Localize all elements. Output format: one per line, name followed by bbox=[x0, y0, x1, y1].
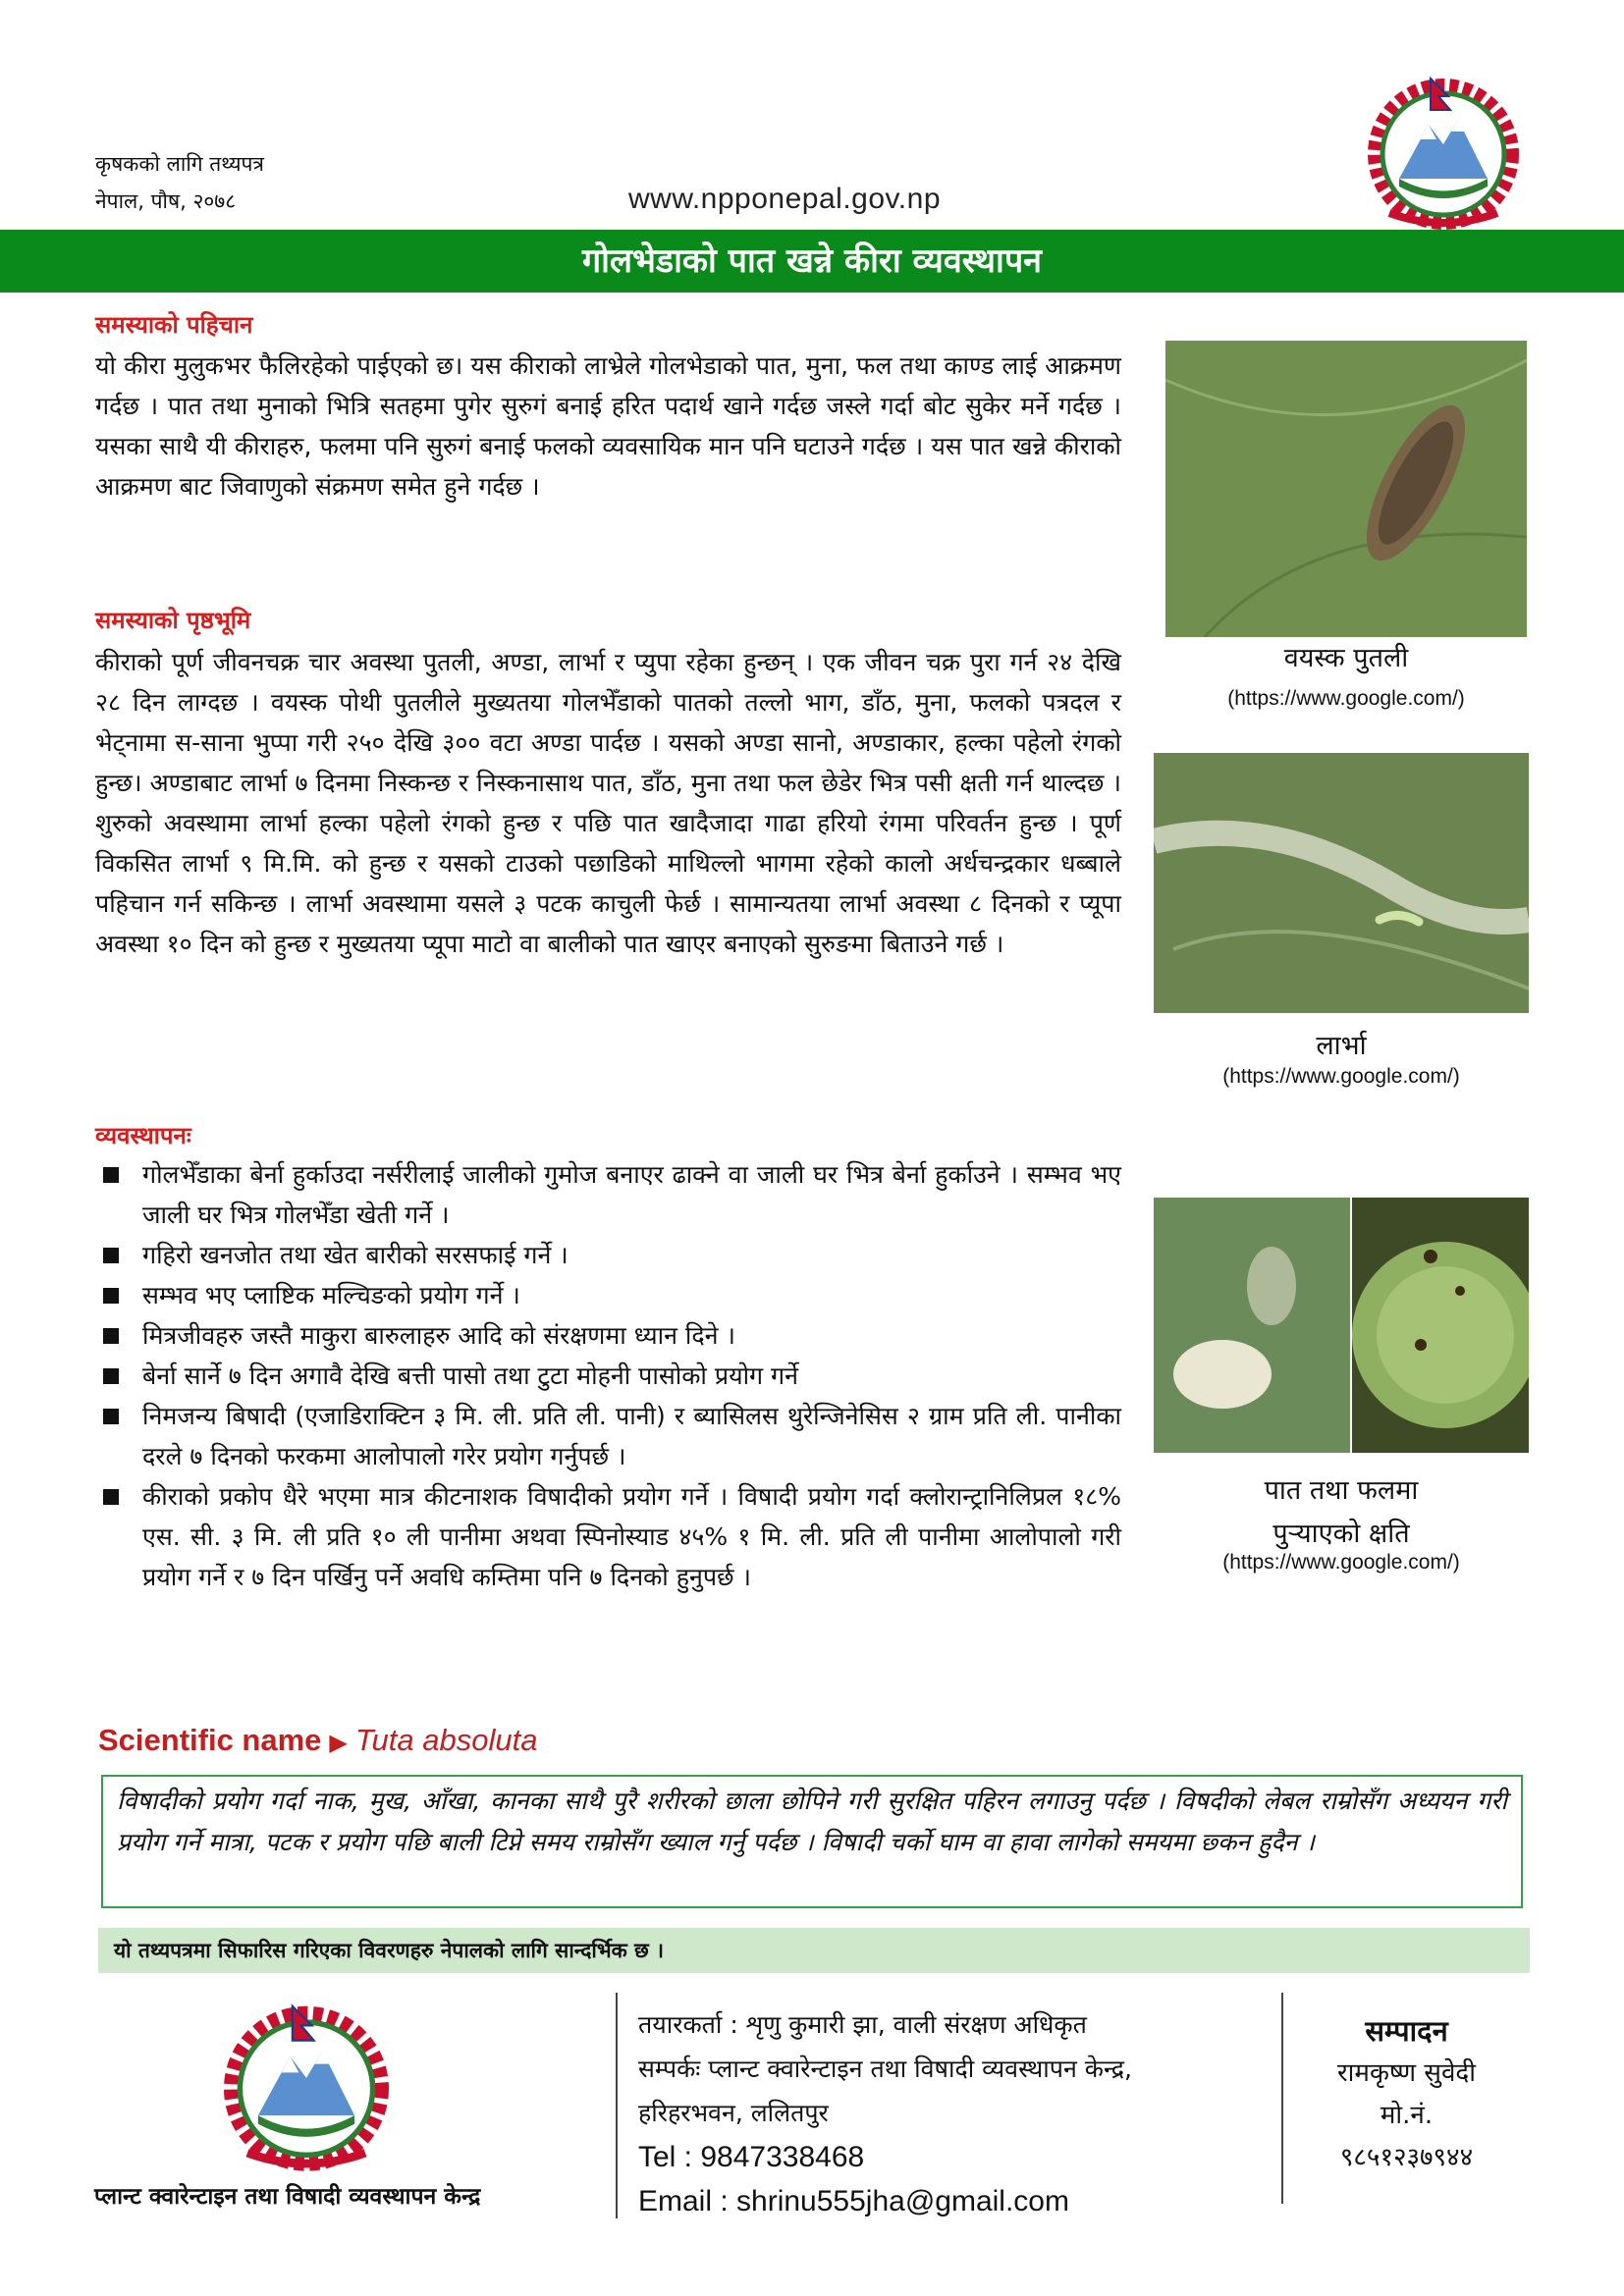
image-caption: लार्भा bbox=[1316, 1031, 1367, 1061]
relevance-note: यो तथ्यपत्रमा सिफारिस गरिएका विवरणहरु नेपालको लागि सान्दर्भिक छ । bbox=[98, 1928, 1530, 1973]
header-meta bbox=[95, 145, 264, 220]
image-caption: वयस्क पुतली bbox=[1283, 643, 1409, 673]
header-line1: कृषकको लागि तथ्यपत्र bbox=[95, 152, 265, 176]
adult-moth-photo bbox=[1165, 341, 1527, 637]
bullet-icon bbox=[103, 1489, 119, 1505]
image-source: (https://www.google.com/) bbox=[1222, 1065, 1460, 1088]
telephone[interactable]: Tel : 9847338468 bbox=[638, 2141, 865, 2173]
management-heading: व्यवस्थापनः bbox=[95, 1122, 191, 1149]
background-heading: समस्याको पृष्ठभूमि bbox=[95, 607, 251, 634]
list-item-text: बेर्ना सार्ने ७ दिन अगावै देखि बत्ती पासो तथा टुटा मोहनी पासोको प्रयोग गर्ने bbox=[142, 1362, 799, 1390]
divider bbox=[616, 1993, 618, 2218]
larva-photo bbox=[1154, 753, 1529, 1013]
divider bbox=[1281, 1993, 1283, 2204]
image-source: (https://www.google.com/) bbox=[1222, 1551, 1460, 1574]
website-link[interactable]: www.npponepal.gov.np bbox=[628, 183, 941, 215]
image-caption-line2: पुऱ्याएको क्षति bbox=[1272, 1519, 1410, 1549]
list-item-text: निमजन्य बिषादी (एजाडिराक्टिन ३ मि. ली. प्रति ली. पानी) र ब्यासिलस थुरेन्जिनेसिस २ ग्राम प्रति ली. पानीका दरले ७ दिनको फरकमा आलोपालो गरेर प्रयोग गर्नुपर्छ । bbox=[142, 1402, 1121, 1470]
bullet-icon bbox=[103, 1288, 119, 1304]
bullet-icon bbox=[103, 1248, 119, 1263]
scientific-name-label: Scientific name bbox=[98, 1723, 322, 1757]
nepal-emblem-icon bbox=[1360, 71, 1527, 233]
contact-line1: सम्पर्कः प्लान्ट क्वारेन्टाइन तथा विषादी व्यवस्थापन केन्द्र, bbox=[638, 2055, 1132, 2083]
bullet-icon bbox=[103, 1368, 119, 1384]
editor-block bbox=[1286, 2010, 1527, 2179]
bullet-icon bbox=[103, 1167, 119, 1183]
scientific-name-value: Tuta absoluta bbox=[354, 1723, 538, 1757]
list-item bbox=[95, 1476, 1121, 1597]
organization-name: प्लान्ट क्वारेन्टाइन तथा विषादी व्यवस्थापन केन्द्र bbox=[94, 2184, 481, 2210]
header-line2: नेपाल, पौष, २०७८ bbox=[95, 189, 237, 213]
editor-heading: सम्पादन bbox=[1365, 2014, 1448, 2048]
image-caption-line1: पात तथा फलमा bbox=[1264, 1475, 1419, 1506]
identification-heading: समस्याको पहिचान bbox=[95, 311, 253, 339]
list-item bbox=[95, 1356, 1121, 1396]
editor-mobile-label: मो.नं. bbox=[1380, 2101, 1434, 2130]
nepal-emblem-icon bbox=[213, 1998, 400, 2174]
prepared-by: तयारकर्ता : शृणु कुमारी झा, वाली संरक्षण अधिकृत bbox=[638, 2010, 1087, 2039]
page-title: गोलभेडाको पात खन्ने कीरा व्यवस्थापन bbox=[0, 230, 1624, 293]
management-list bbox=[95, 1154, 1121, 1597]
list-item-text: गोलभेँडाका बेर्ना हुर्काउदा नर्सरीलाई जालीको गुमोज बनाएर ढाक्ने वा जाली घर भित्र बेर्ना हुर्काउने । सम्भव भए जाली घर भित्र गोलभेँडा खेती गर्ने । bbox=[142, 1160, 1121, 1229]
list-item bbox=[95, 1315, 1121, 1356]
background-text: कीराको पूर्ण जीवनचक्र चार अवस्था पुतली, अण्डा, लार्भा र प्युपा रहेका हुन्छन् । एक जीवन चक्र पुरा गर्न २४ देखि २८ दिन लाग्दछ । वयस्क पोथी पुतलीले मुख्यतया गोलभेँडाको पातको तल्लो भाग, डाँठ, मुना, फलको पत्रदल र भेट्नामा स-साना भुप्पा गरी २५० देखि ३०० वटा अण्डा पार्दछ । यसको अण्डा सानो, अण्डाकार, हल्का पहेलो रंगको हुन्छ। अण्डाबाट लार्भा ७ दिनमा निस्कन्छ र निस्कनासाथ पात, डाँठ, मुना तथा फल छेडेर भित्र पसी क्षती गर्न थाल्दछ । शुरुको अवस्थामा लार्भा हल्का पहेलो रंगको हुन्छ र पछि पात खादैजादा गाढा हरियो रंगमा परिवर्तन हुन्छ । पूर्ण विकसित लार्भा ९ मि.मि. को हुन्छ र यसको टाउको पछाडिको माथिल्लो भागमा रहेको कालो अर्धचन्द्रकार धब्बाले पहिचान गर्न सकिन्छ । लार्भा अवस्थामा यसले ३ पटक काचुली फेर्छ । सामान्यतया लार्भा अवस्था ८ दिनको र प्यूपा अवस्था १० दिन को हुन्छ र मुख्यतया प्यूपा माटो वा बालीको पात खाएर बनाएको सुरुङमा बिताउने गर्छ । bbox=[95, 648, 1121, 958]
fruit-damage-photo bbox=[1352, 1198, 1529, 1453]
scientific-name bbox=[98, 1723, 537, 1758]
list-item-text: कीराको प्रकोप धैरे भएमा मात्र कीटनाशक विषादीको प्रयोग गर्ने । विषादी प्रयोग गर्दा क्लोरान्ट्रानिलिप्रल १८% एस. सी. ३ मि. ली प्रति १० ली पानीमा अथवा स्पिनोस्याड ४५% १ मि. ली. प्रति ली पानीमा आलोपालो गरी प्रयोग गर्ने र ७ दिन पर्खिनु पर्ने अवधि कम्तिमा पनि ७ दिनको हुनुपर्छ । bbox=[142, 1482, 1121, 1591]
contact-line2: हरिहरभवन, ललितपुर bbox=[638, 2099, 829, 2127]
bullet-icon bbox=[103, 1328, 119, 1344]
contact-block bbox=[638, 2002, 1132, 2223]
bullet-icon bbox=[103, 1409, 119, 1424]
leaf-damage-photo bbox=[1154, 1198, 1350, 1453]
triangle-right-icon: ▶ bbox=[329, 1730, 348, 1756]
image-caption bbox=[1154, 1469, 1529, 1556]
list-item bbox=[95, 1396, 1121, 1476]
editor-name: रामकृष्ण सुवेदी bbox=[1337, 2058, 1476, 2088]
safety-warning-text: विषादीको प्रयोग गर्दा नाक, मुख, आँखा, कानका साथै पुरै शरीरको छाला छोपिने गरी सुरक्षित पहिरन लगाउनु पर्दछ । विषदीको लेबल राम्रोसँग अध्ययन गरी प्रयोग गर्ने मात्रा, पटक र प्रयोग पछि बाली टिप्ने समय राम्रोसँग ख्याल गर्नु पर्दछ । विषादी चर्को घाम वा हावा लागेको समयमा छ्कन हुदैन । bbox=[117, 1787, 1507, 1856]
list-item-text: सम्भव भए प्लाष्टिक मल्चिङको प्रयोग गर्ने । bbox=[142, 1281, 520, 1309]
email-link[interactable]: Email : shrinu555jha@gmail.com bbox=[638, 2185, 1069, 2217]
list-item-text: मित्रजीवहरु जस्तै माकुरा बारुलाहरु आदि को संरक्षणमा ध्यान दिने । bbox=[142, 1321, 735, 1350]
list-item bbox=[95, 1154, 1121, 1235]
editor-mobile[interactable]: ९८५१२३७९४४ bbox=[1339, 2143, 1474, 2172]
image-source: (https://www.google.com/) bbox=[1227, 687, 1465, 710]
identification-text: यो कीरा मुलुकभर फैलिरहेको पाईएको छ। यस कीराको लाभ्रेले गोलभेडाको पात, मुना, फल तथा काण्ड लाई आक्रमण गर्दछ । पात तथा मुनाको भित्रि सतहमा पुगेर सुरुगं बनाई हरित पदार्थ खाने गर्दछ जस्ले गर्दा बोट सुकेर मर्ने गर्दछ । यसका साथै यी कीराहरु, फलमा पनि सुरुगं बनाई फलको व्यवसायिक मान पनि घटाउने गर्दछ । यस पात खन्ने कीराको आक्रमण बाट जिवाणुको संक्रमण समेत हुने गर्दछ । bbox=[95, 351, 1121, 501]
safety-warning-box bbox=[101, 1775, 1523, 1908]
list-item bbox=[95, 1275, 1121, 1315]
list-item bbox=[95, 1235, 1121, 1275]
list-item-text: गहिरो खनजोत तथा खेत बारीको सरसफाई गर्ने । bbox=[142, 1241, 568, 1269]
